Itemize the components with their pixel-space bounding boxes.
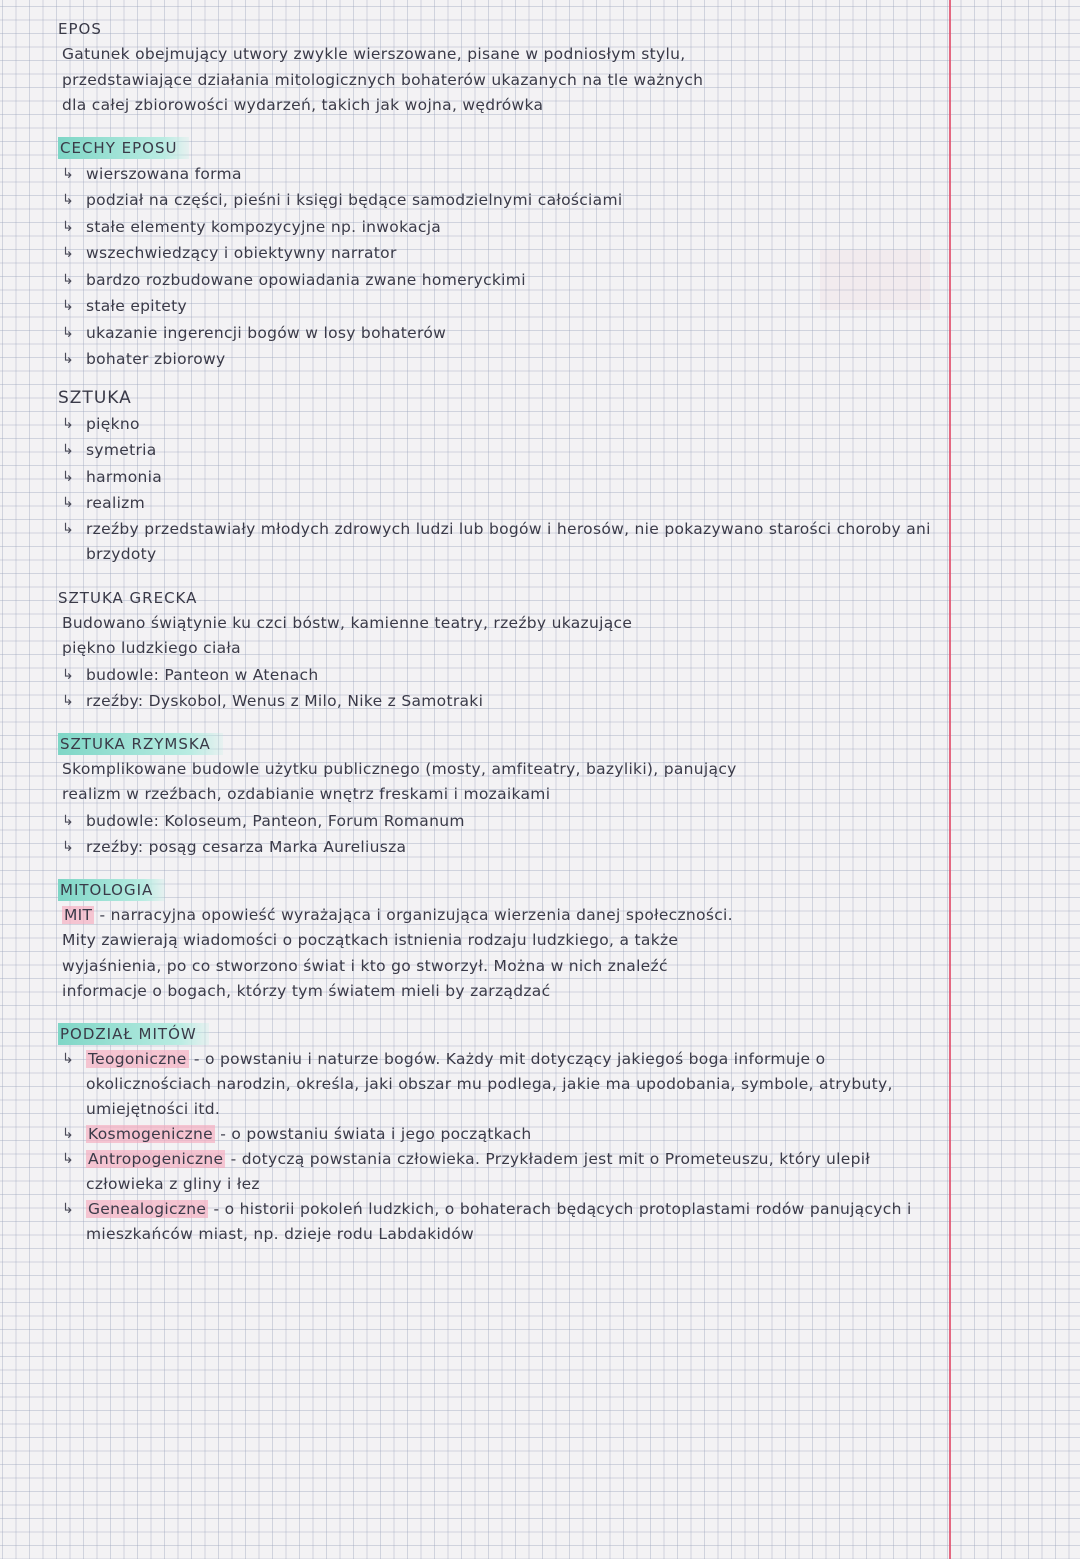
list-item: ↳ ukazanie ingerencji bogów w losy bohaterów: [58, 320, 933, 347]
list-item: [58, 1047, 933, 1122]
rzymska-list: [58, 808, 933, 861]
list-item: ↳ wierszowana forma: [58, 161, 933, 188]
myth-type-text: - o historii pokoleń ludzkich, o bohaterach będących protoplastami rodów panujących i mieszkańców miast, np. dzieje rodu Labdakidów: [86, 1199, 912, 1243]
list-item: [58, 1122, 933, 1147]
heading-sztuka-rzymska: SZTUKA RZYMSKA: [58, 733, 223, 755]
margin-line: [949, 0, 951, 1559]
list-item: ↳ wszechwiedzący i obiektywny narrator: [58, 240, 933, 267]
epos-line-2: przedstawiające działania mitologicznych bohaterów ukazanych na tle ważnych: [62, 70, 704, 89]
list-item: ↳ rzeźby przedstawiały młodych zdrowych ludzi lub bogów i herosów, nie pokazywano starości choroby ani brzydoty: [58, 517, 933, 567]
myth-type-term: Genealogiczne: [88, 1199, 207, 1218]
list-item: ↳ harmonia: [58, 464, 933, 491]
section-cechy-eposu: [58, 137, 933, 373]
cechy-list: [58, 161, 933, 373]
list-item: ↳ stałe epitety: [58, 293, 933, 320]
list-item: ↳ budowle: Panteon w Atenach: [58, 662, 933, 689]
mit-definition: [58, 903, 933, 929]
grecka-line-2: piękno ludzkiego ciała: [62, 639, 241, 657]
list-item: ↳ bardzo rozbudowane opowiadania zwane homeryckimi: [58, 267, 933, 294]
heading-sztuka: SZTUKA: [58, 387, 132, 408]
rzymska-line-2: realizm w rzeźbach, ozdabianie wnętrz freskami i mozaikami: [62, 785, 551, 803]
section-sztuka-rzymska: [58, 733, 933, 861]
list-item: ↳ budowle: Koloseum, Panteon, Forum Romanum: [58, 808, 933, 835]
list-item: ↳ symetria: [58, 437, 933, 464]
myth-type-text: - o powstaniu i naturze bogów. Każdy mit dotyczący jakiegoś boga informuje o okolicznościach narodzin, określa, jaki obszar mu podlega, jakie ma upodobania, symbole, atrybuty, umiejętności itd.: [86, 1049, 893, 1118]
myth-type-text: - o powstaniu świata i jego początkach: [214, 1124, 532, 1143]
podzial-list: [58, 1047, 933, 1247]
heading-sztuka-grecka: SZTUKA GRECKA: [58, 588, 198, 607]
list-item: [58, 1147, 933, 1197]
rzymska-line-1: Skomplikowane budowle użytku publicznego (mosty, amfiteatry, bazyliki), panujący: [62, 759, 737, 778]
mitologia-line-2: wyjaśnienia, po co stworzono świat i kto go stworzył. Można w nich znaleźć: [62, 956, 668, 975]
section-mitologia: [58, 879, 933, 1005]
mit-term: MIT: [64, 905, 93, 924]
mit-definition-text: - narracyjna opowieść wyrażająca i organizująca wierzenia danej społeczności.: [94, 905, 733, 924]
heading-epos: EPOS: [58, 20, 102, 38]
epos-line-3: dla całej zbiorowości wydarzeń, takich jak wojna, wędrówka: [62, 96, 544, 114]
myth-type-term: Teogoniczne: [88, 1049, 187, 1068]
list-item: [58, 1197, 933, 1247]
list-item: ↳ bohater zbiorowy: [58, 346, 933, 373]
list-item: ↳ rzeźby: posąg cesarza Marka Aureliusza: [58, 834, 933, 861]
mitologia-line-3: informacje o bogach, którzy tym światem mieli by zarządzać: [62, 982, 551, 1000]
heading-cechy-eposu: CECHY EPOSU: [58, 137, 189, 159]
mitologia-line-1: Mity zawierają wiadomości o początkach istnienia rodzaju ludzkiego, a także: [62, 931, 679, 949]
list-item: ↳ piękno: [58, 411, 933, 438]
notes-content: [58, 18, 933, 1261]
heading-mitologia: MITOLOGIA: [58, 879, 165, 901]
heading-podzial-mitow: PODZIAŁ MITÓW: [58, 1023, 209, 1045]
list-item: ↳ realizm: [58, 490, 933, 517]
section-podzial-mitow: [58, 1023, 933, 1247]
myth-type-text: - dotyczą powstania człowieka. Przykładem jest mit o Prometeuszu, który ulepił człowieka z gliny i łez: [86, 1149, 871, 1193]
section-epos: [58, 18, 933, 119]
myth-type-term: Antropogeniczne: [88, 1149, 224, 1168]
section-sztuka: [58, 387, 933, 567]
grecka-list: [58, 662, 933, 715]
myth-type-term: Kosmogeniczne: [88, 1124, 213, 1143]
grecka-line-1: Budowano świątynie ku czci bóstw, kamienne teatry, rzeźby ukazujące: [62, 613, 633, 632]
list-item: ↳ rzeźby: Dyskobol, Wenus z Milo, Nike z Samotraki: [58, 688, 933, 715]
list-item: ↳ podział na części, pieśni i księgi będące samodzielnymi całościami: [58, 187, 933, 214]
sztuka-list: [58, 411, 933, 567]
list-item: ↳ stałe elementy kompozycyjne np. inwokacja: [58, 214, 933, 241]
section-sztuka-grecka: [58, 587, 933, 715]
epos-line-1: Gatunek obejmujący utwory zwykle wierszowane, pisane w podniosłym stylu,: [62, 45, 686, 63]
